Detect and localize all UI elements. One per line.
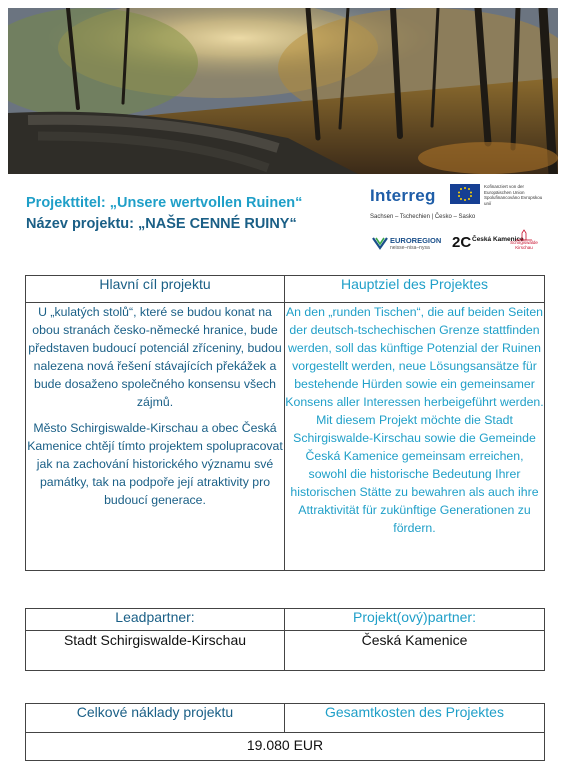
schirgiswalde-logo: [506, 228, 542, 258]
costs-table: [25, 703, 545, 761]
interreg-logo: Interreg: [370, 186, 436, 205]
title-de: Projekttitel: „Unsere wertvollen Ruinen“: [26, 195, 303, 211]
eu-flag-icon: [450, 184, 480, 204]
goal-header-cz: Hlavní cíl projektu: [26, 276, 285, 303]
costs-header-cz: Celkové náklady projektu: [26, 704, 285, 733]
goal-text-de: [285, 303, 545, 571]
project-partner-header: Projekt(ový)partner:: [285, 609, 545, 631]
costs-value: 19.080 EUR: [26, 733, 545, 761]
logo-block: [368, 180, 548, 258]
costs-header-de: Gesamtkosten des Projektes: [285, 704, 545, 733]
euroregion-logo: [370, 232, 450, 256]
goal-text-cz-1: U „kulatých stolů“, které se budou konat na obou stranách česko-německé hranice, bude představen budoucí potenciál zříceniny, budou nalezena nová řešení stávajících překážek a bude dosaženo společného konsensu všech zájmů.: [28, 305, 282, 409]
project-titles: [26, 193, 302, 235]
euroregion-mark-icon: [372, 236, 388, 250]
autumn-forest-illustration: [8, 8, 558, 174]
ck-mark: 2C: [452, 234, 472, 251]
goal-text-cz: [26, 303, 285, 571]
hero-photo: [8, 8, 558, 174]
lead-partner-value: Stadt Schirgiswalde-Kirschau: [26, 631, 285, 671]
goal-text-de-1: An den „runden Tischen“, die auf beiden Seiten der deutsch-tschechischen Grenze stattfinden werden, soll das künftige Potenzial der Ruinen vorgestellt werden, neue Lösungsansätze für bestehende Hürden sowie ein gemeinsamer Konsens aller Interessen herbeigeführt werden.: [285, 305, 544, 409]
goal-header-de: Hauptziel des Projektes: [285, 276, 545, 303]
lead-partner-header: Leadpartner:: [26, 609, 285, 631]
eu-cofinanced-text: Kofinanziert von der Europäischen Union Spolufinancováno Evropskou unií: [484, 184, 543, 206]
euroregion-name: EUROREGION: [390, 236, 442, 245]
project-partner-value: Česká Kamenice: [285, 631, 545, 671]
region-line: Sachsen – Tschechien | Česko – Sasko: [370, 214, 476, 220]
ck-name: Česká Kamenice: [472, 236, 524, 243]
goal-text-cz-2: Město Schirgiswalde-Kirschau a obec Česká Kamenice chtějí tímto projektem spolupracovat jak na zachování historického významu své památky, tak na podpoře její atraktivity pro budoucí generace.: [27, 421, 283, 507]
euroregion-sub: neisse–nisa–nysa: [390, 245, 430, 251]
title-cz: Název projektu: „NAŠE CENNÉ RUINY“: [26, 216, 297, 232]
ss-name: Schirgiswalde Kirschau: [510, 240, 538, 250]
project-goal-table: [25, 275, 545, 571]
partners-table: [25, 608, 545, 671]
goal-text-de-2: Mit diesem Projekt möchte die Stadt Schirgiswalde-Kirschau sowie die Gemeinde Česká Kamenice gemeinsam erreichen, sowohl die historische Bedeutung Ihrer historischen Stätte zu bewahren als auch ihre Attraktivität für zukünftige Generationen zu fördern.: [290, 413, 539, 535]
